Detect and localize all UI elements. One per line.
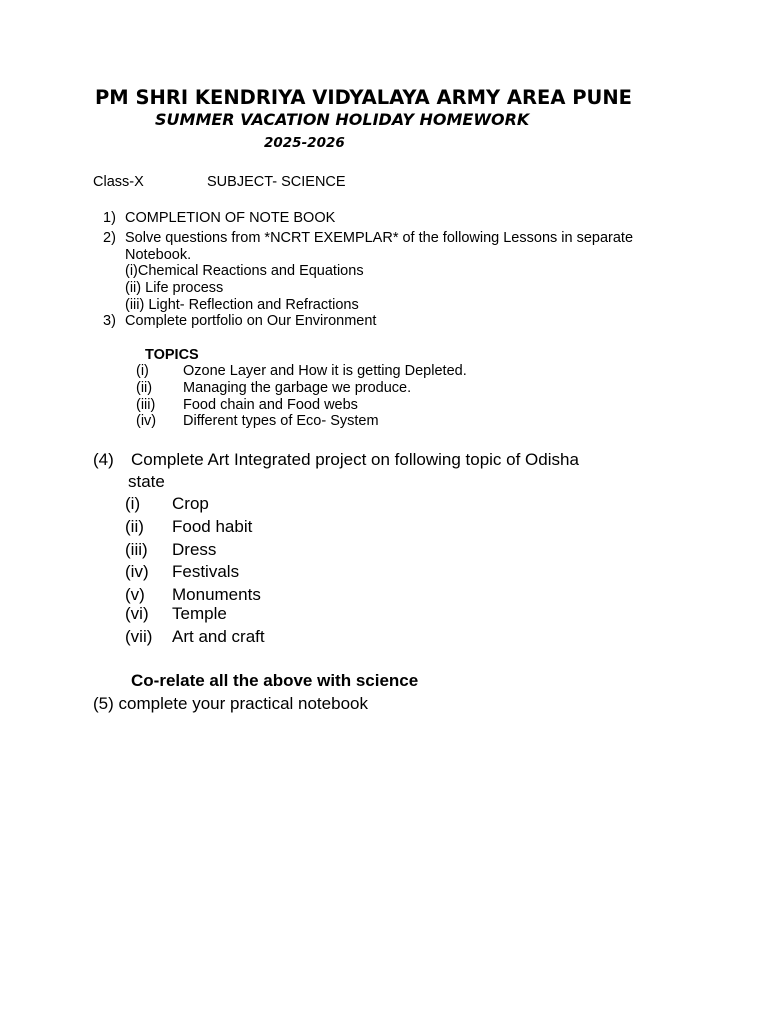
corelate-note: Co-relate all the above with science xyxy=(131,671,419,690)
topic-number: (ii) xyxy=(136,380,153,396)
topics-heading: TOPICS xyxy=(145,347,199,363)
school-name: PM SHRI KENDRIYA VIDYALAYA ARMY AREA PUNE xyxy=(95,86,632,109)
odisha-topic-text: Temple xyxy=(172,604,227,623)
odisha-topic-text: Monuments xyxy=(172,585,261,604)
odisha-topic-number: (vii) xyxy=(125,627,153,646)
task-1-text: COMPLETION OF NOTE BOOK xyxy=(125,210,336,226)
topic-number: (iii) xyxy=(136,397,156,413)
task-5-text: (5) complete your practical notebook xyxy=(93,694,368,713)
odisha-topic-text: Crop xyxy=(172,494,209,513)
odisha-topic-number: (iii) xyxy=(125,540,148,559)
task-2-text: Solve questions from *NCRT EXEMPLAR* of the following Lessons in separate xyxy=(125,230,634,246)
task-4-text-cont: state xyxy=(128,472,165,491)
task-2-text-cont: Notebook. xyxy=(125,247,192,263)
class-label: Class-X xyxy=(93,174,144,190)
odisha-topic-number: (ii) xyxy=(125,517,144,536)
task-4-number: (4) xyxy=(93,450,114,469)
odisha-topic-text: Dress xyxy=(172,540,217,559)
topic-text: Ozone Layer and How it is getting Depleted. xyxy=(183,363,467,379)
task-3-text: Complete portfolio on Our Environment xyxy=(125,313,377,329)
lesson-item: (iii) Light- Reflection and Refractions xyxy=(125,297,359,313)
task-2-number: 2) xyxy=(103,230,116,246)
odisha-topic-number: (vi) xyxy=(125,604,149,623)
odisha-topic-text: Art and craft xyxy=(172,627,265,646)
topic-text: Different types of Eco- System xyxy=(183,413,379,429)
lesson-item: (i)Chemical Reactions and Equations xyxy=(125,263,364,279)
odisha-topic-text: Festivals xyxy=(172,562,240,581)
topic-number: (iv) xyxy=(136,413,157,429)
academic-year: 2025-2026 xyxy=(264,135,345,151)
task-1-number: 1) xyxy=(103,210,116,226)
topic-text: Managing the garbage we produce. xyxy=(183,380,412,396)
topic-number: (i) xyxy=(136,363,149,379)
odisha-topic-number: (iv) xyxy=(125,562,149,581)
task-3-number: 3) xyxy=(103,313,116,329)
homework-title: SUMMER VACATION HOLIDAY HOMEWORK xyxy=(155,110,530,129)
subject-label: SUBJECT- SCIENCE xyxy=(207,174,346,190)
odisha-topic-number: (i) xyxy=(125,494,141,513)
odisha-topic-text: Food habit xyxy=(172,517,253,536)
lesson-item: (ii) Life process xyxy=(125,280,224,296)
task-4-text: Complete Art Integrated project on following topic of Odisha xyxy=(131,450,579,469)
odisha-topic-number: (v) xyxy=(125,585,145,604)
topic-text: Food chain and Food webs xyxy=(183,397,358,413)
